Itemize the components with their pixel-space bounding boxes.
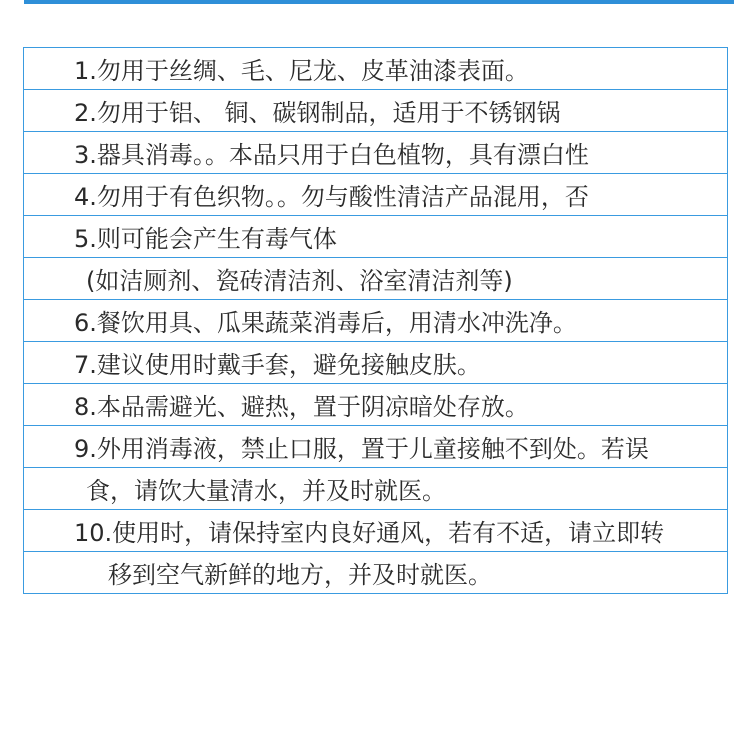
precaution-row-5: 5.则可能会产生有毒气体 bbox=[24, 216, 727, 258]
precaution-row-10-continued: 移到空气新鲜的地方，并及时就医。 bbox=[24, 552, 727, 594]
precaution-row-3: 3.器具消毒。。本品只用于白色植物，具有漂白性 bbox=[24, 132, 727, 174]
precaution-row-1: 1.勿用于丝绸、毛、尼龙、皮革油漆表面。 bbox=[24, 48, 727, 90]
precaution-row-9-continued: 食，请饮大量清水，并及时就医。 bbox=[24, 468, 727, 510]
precaution-row-7: 7.建议使用时戴手套，避免接触皮肤。 bbox=[24, 342, 727, 384]
precaution-row-4: 4.勿用于有色织物。。勿与酸性清洁产品混用，否 bbox=[24, 174, 727, 216]
precaution-row-6: 6.餐饮用具、瓜果蔬菜消毒后，用清水冲洗净。 bbox=[24, 300, 727, 342]
precautions-table bbox=[23, 47, 728, 594]
top-frame bbox=[24, 0, 734, 4]
precaution-row-8: 8.本品需避光、避热，置于阴凉暗处存放。 bbox=[24, 384, 727, 426]
precaution-row-9: 9.外用消毒液，禁止口服，置于儿童接触不到处。若误 bbox=[24, 426, 727, 468]
precaution-row-2: 2.勿用于铝、 铜、碳钢制品，适用于不锈钢锅 bbox=[24, 90, 727, 132]
precaution-row-10: 10.使用时，请保持室内良好通风，若有不适，请立即转 bbox=[24, 510, 727, 552]
precaution-row-5-continued: (如洁厕剂、瓷砖清洁剂、浴室清洁剂等) bbox=[24, 258, 727, 300]
